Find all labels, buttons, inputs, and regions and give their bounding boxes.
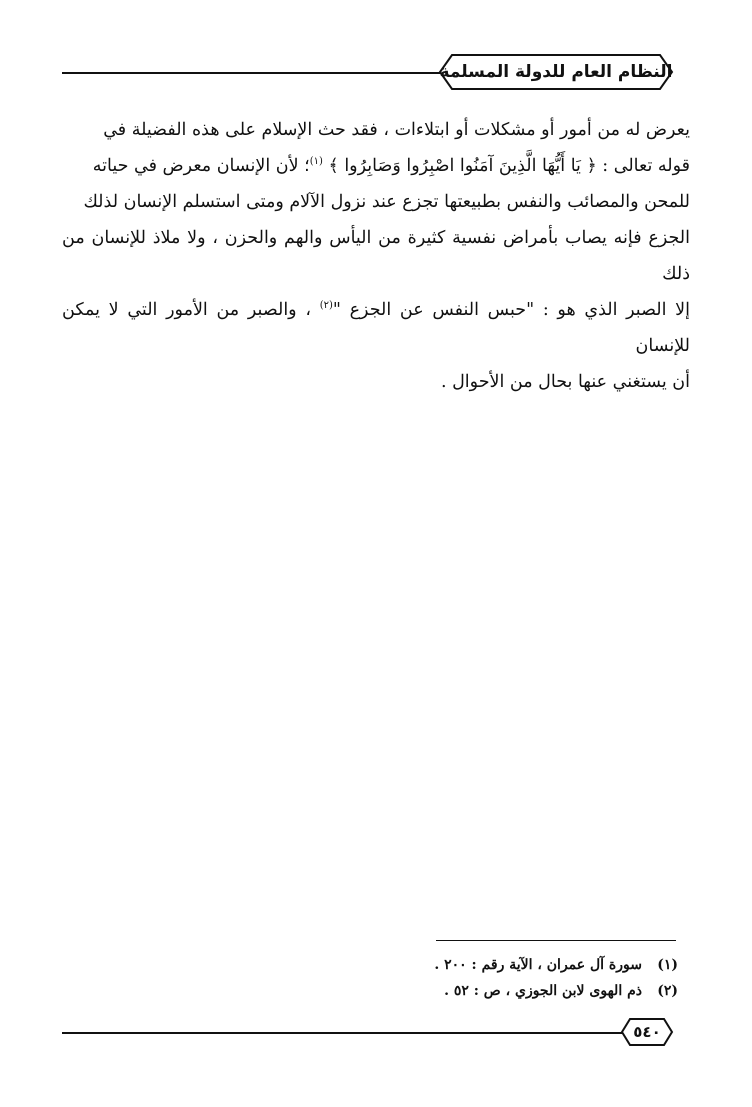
text-line-content: ، والصبر من الأمور التي لا يمكن للإنسان (62, 300, 690, 356)
text-line-content: إلا الصبر الذي هو : "حبس النفس عن الجزع " (332, 300, 690, 320)
text-line (62, 292, 690, 364)
quran-verse: قوله تعالى : ﴿ يَا أَيُّهَا الَّذِينَ آمَنُوا اصْبِرُوا وَصَابِرُوا ﴾ (328, 156, 690, 176)
header-rule (62, 72, 442, 74)
running-header-title: النظام العام للدولة المسلمة (439, 62, 673, 82)
footnote-separator (436, 940, 676, 941)
page-number: ٥٤٠ (633, 1023, 661, 1041)
footnote-item (300, 978, 678, 1004)
text-line-content: يعرض له من أمور أو مشكلات أو ابتلاءات ، فقد حث الإسلام على هذه الفضيلة في (103, 120, 690, 140)
text-line-content: أن يستغني عنها بحال من الأحوال . (440, 372, 690, 392)
text-line-content: الجزع فإنه يصاب بأمراض نفسية كثيرة من اليأس والهم والحزن ، ولا ملاذ للإنسان من ذلك (62, 228, 690, 284)
page-number-badge (620, 1017, 674, 1047)
footnote-text: سورة آل عمران ، الآية رقم : ٢٠٠ . (434, 957, 642, 973)
text-line (62, 148, 690, 184)
footnote-number: (٢) (657, 983, 678, 999)
running-header (438, 52, 674, 92)
text-line (62, 112, 690, 148)
text-line (62, 364, 690, 400)
main-text (62, 112, 690, 400)
footnote-text: ذم الهوى لابن الجوزي ، ص : ٥٢ . (444, 983, 642, 999)
text-line-content: للمحن والمصائب والنفس بطبيعتها تجزع عند نزول الآلام ومتى استسلم الإنسان لذلك (83, 192, 690, 212)
text-line (62, 184, 690, 220)
footnote-ref: (٢) (319, 300, 333, 312)
footnote-number: (١) (657, 957, 678, 973)
footer-rule (62, 1032, 624, 1034)
text-line (62, 220, 690, 292)
footnote-ref: (١) (309, 156, 323, 168)
text-line-content: ؛ لأن الإنسان معرض في حياته (92, 156, 310, 176)
footnotes (300, 952, 678, 1004)
footnote-item (300, 952, 678, 978)
